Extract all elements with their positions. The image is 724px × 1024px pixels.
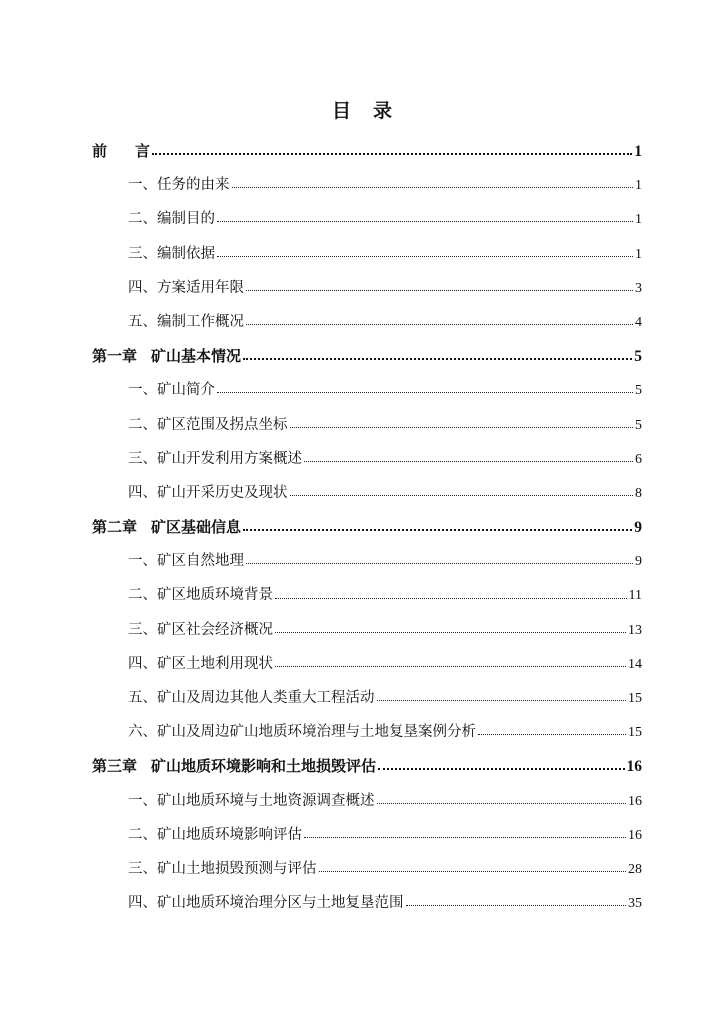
toc-entry-text: 矿区范围及拐点坐标 <box>157 416 288 433</box>
toc-entry-text: 编制工作概况 <box>157 313 244 330</box>
toc-entry-label <box>128 305 244 339</box>
toc-page-number: 5 <box>635 417 642 433</box>
toc-entry-text: 编制依据 <box>157 245 215 262</box>
toc-entry-prefix: 一、 <box>128 792 157 809</box>
toc-section-entry[interactable] <box>92 852 642 886</box>
toc-page-number: 1 <box>635 246 642 262</box>
toc-entry-text: 矿山土地损毁预测与评估 <box>157 860 317 877</box>
toc-entry-label <box>128 476 288 510</box>
toc-entry-label <box>128 408 288 442</box>
toc-entry-prefix: 五、 <box>128 313 157 330</box>
toc-leader-dots <box>478 733 626 735</box>
toc-entry-label <box>128 544 244 578</box>
toc-leader-dots <box>243 357 632 360</box>
toc-entry-text: 矿山及周边其他人类重大工程活动 <box>157 690 375 706</box>
toc-page-number: 35 <box>628 896 642 912</box>
toc-entry-prefix: 第三章 <box>92 757 138 776</box>
toc-section-entry[interactable] <box>92 818 642 852</box>
toc-section-entry[interactable] <box>92 544 642 578</box>
toc-entry-label <box>128 237 215 271</box>
toc-section-entry[interactable] <box>92 715 642 749</box>
toc-page-number: 14 <box>628 656 642 672</box>
toc-entry-text: 矿山简介 <box>157 382 215 399</box>
toc-entry-text: 编制目的 <box>157 211 215 228</box>
toc-entry-prefix: 第二章 <box>92 518 138 537</box>
toc-entry-prefix: 二、 <box>128 587 157 604</box>
toc-entry-text: 矿区社会经济概况 <box>157 621 273 638</box>
toc-entry-prefix: 四、 <box>128 895 157 912</box>
toc-entry-label <box>128 613 273 647</box>
toc-entry-text: 矿山地质环境与土地资源调查概述 <box>157 792 375 809</box>
toc-entry-text: 矿区基础信息 <box>151 518 242 537</box>
toc-page-number: 11 <box>628 588 642 604</box>
toc-section-entry[interactable] <box>92 442 642 476</box>
toc-section-entry[interactable] <box>92 237 642 271</box>
toc-entry-prefix: 三、 <box>128 860 157 877</box>
toc-page-number: 16 <box>628 793 642 809</box>
toc-entry-label <box>92 749 376 783</box>
toc-entry-prefix: 第一章 <box>92 347 138 366</box>
toc-title-left: 目 <box>331 100 351 122</box>
toc-entry-prefix: 一、 <box>128 382 157 399</box>
toc-entry-prefix: 前 <box>92 142 108 160</box>
toc-page-number: 5 <box>635 383 642 399</box>
toc-leader-dots <box>406 904 627 906</box>
toc-entry-label <box>128 647 273 681</box>
toc-entry-text: 矿山地质环境治理分区与土地复垦范围 <box>157 895 404 912</box>
toc-section-entry[interactable] <box>92 613 642 647</box>
toc-section-entry[interactable] <box>92 476 642 510</box>
toc-page-number: 8 <box>635 485 642 501</box>
toc-title <box>0 96 724 123</box>
toc-entry-text: 矿区自然地理 <box>157 553 244 570</box>
toc-entry-label <box>128 442 302 476</box>
table-of-contents <box>92 134 642 920</box>
toc-section-entry[interactable] <box>92 373 642 407</box>
toc-entry-prefix: 二、 <box>128 416 157 433</box>
toc-entry-text: 方案适用年限 <box>157 279 244 296</box>
toc-section-entry[interactable] <box>92 168 642 202</box>
toc-page-number: 1 <box>635 212 642 228</box>
toc-entry-label <box>92 134 150 168</box>
toc-entry-text: 矿山及周边矿山地质环境治理与土地复垦案例分析 <box>157 724 476 741</box>
toc-entry-text: 任务的由来 <box>157 177 230 194</box>
toc-entry-label <box>128 818 302 852</box>
toc-entry-text: 矿山开发利用方案概述 <box>157 450 302 467</box>
toc-entry-label <box>128 852 317 886</box>
toc-entry-text: 矿山地质环境影响评估 <box>157 826 302 843</box>
toc-entry-label <box>92 510 241 544</box>
toc-section-entry[interactable] <box>92 408 642 442</box>
toc-entry-text: 矿山基本情况 <box>151 347 242 366</box>
toc-entry-label <box>128 715 476 749</box>
toc-entry-text: 矿区土地利用现状 <box>157 655 273 672</box>
toc-page-number: 5 <box>634 348 642 366</box>
toc-entry-label <box>92 339 241 373</box>
toc-leader-dots <box>377 802 627 804</box>
toc-entry-prefix: 四、 <box>128 655 157 672</box>
toc-entry-label <box>128 578 273 612</box>
toc-leader-dots <box>246 562 633 564</box>
toc-leader-dots <box>275 597 627 599</box>
toc-chapter-entry[interactable] <box>92 134 642 168</box>
toc-entry-prefix: 三、 <box>128 450 157 467</box>
toc-leader-dots <box>377 699 627 701</box>
toc-leader-dots <box>217 220 633 222</box>
toc-entry-label <box>128 784 375 818</box>
toc-entry-prefix: 一、 <box>128 177 157 194</box>
toc-leader-dots <box>290 494 634 496</box>
toc-section-entry[interactable] <box>92 305 642 339</box>
toc-page-number: 28 <box>628 861 642 877</box>
toc-chapter-entry[interactable] <box>92 749 642 783</box>
toc-entry-text: 矿山地质环境影响和土地损毁评估 <box>151 757 377 776</box>
toc-entry-prefix: 一、 <box>128 553 157 570</box>
toc-leader-dots <box>290 426 634 428</box>
toc-entry-prefix: 四、 <box>128 279 157 296</box>
toc-entry-prefix: 六、 <box>128 724 157 741</box>
toc-leader-dots <box>232 186 634 188</box>
toc-section-entry[interactable] <box>92 647 642 681</box>
toc-section-entry[interactable] <box>92 271 642 305</box>
toc-leader-dots <box>319 870 627 872</box>
toc-chapter-entry[interactable] <box>92 510 642 544</box>
toc-page-number: 16 <box>628 827 642 843</box>
toc-leader-dots <box>304 836 626 838</box>
toc-leader-dots <box>275 665 626 667</box>
toc-entry-prefix: 二、 <box>128 211 157 228</box>
toc-entry-label <box>128 168 230 202</box>
toc-page-number: 9 <box>634 519 642 537</box>
toc-page-number: 3 <box>635 280 642 296</box>
toc-page-number: 1 <box>635 178 642 194</box>
toc-page-number: 15 <box>628 725 642 741</box>
toc-entry-label <box>128 271 244 305</box>
toc-leader-dots <box>217 391 633 393</box>
toc-entry-text: 矿山开采历史及现状 <box>157 484 288 501</box>
toc-entry-prefix: 三、 <box>128 621 157 638</box>
toc-leader-dots <box>217 255 633 257</box>
toc-section-entry[interactable] <box>92 784 642 818</box>
toc-section-entry[interactable] <box>92 578 642 612</box>
toc-entry-label <box>128 886 404 920</box>
toc-entry-prefix: 三、 <box>128 245 157 262</box>
toc-entry-label <box>128 681 375 715</box>
toc-page-number: 1 <box>634 143 642 160</box>
toc-leader-dots <box>304 460 633 462</box>
toc-leader-dots <box>243 528 632 531</box>
toc-leader-dots <box>246 323 633 325</box>
toc-leader-dots <box>152 152 632 155</box>
toc-page-number: 6 <box>635 451 642 467</box>
toc-leader-dots <box>246 289 633 291</box>
toc-page-number: 15 <box>628 691 642 706</box>
toc-page-number: 13 <box>628 622 642 638</box>
toc-entry-label <box>128 373 215 407</box>
toc-entry-label <box>128 202 215 236</box>
toc-leader-dots <box>378 767 624 770</box>
toc-entry-text: 矿区地质环境背景 <box>157 587 273 604</box>
toc-page-number: 16 <box>626 758 642 776</box>
toc-section-entry[interactable] <box>92 886 642 920</box>
toc-entry-prefix: 四、 <box>128 484 157 501</box>
toc-title-right: 录 <box>373 100 393 122</box>
toc-entry-text: 言 <box>135 142 151 160</box>
toc-page-number: 4 <box>635 314 642 330</box>
toc-leader-dots <box>275 631 626 633</box>
toc-section-entry[interactable] <box>92 681 642 715</box>
toc-entry-prefix: 二、 <box>128 826 157 843</box>
toc-section-entry[interactable] <box>92 202 642 236</box>
toc-entry-prefix: 五、 <box>128 690 157 706</box>
toc-chapter-entry[interactable] <box>92 339 642 373</box>
toc-page-number: 9 <box>635 554 642 570</box>
